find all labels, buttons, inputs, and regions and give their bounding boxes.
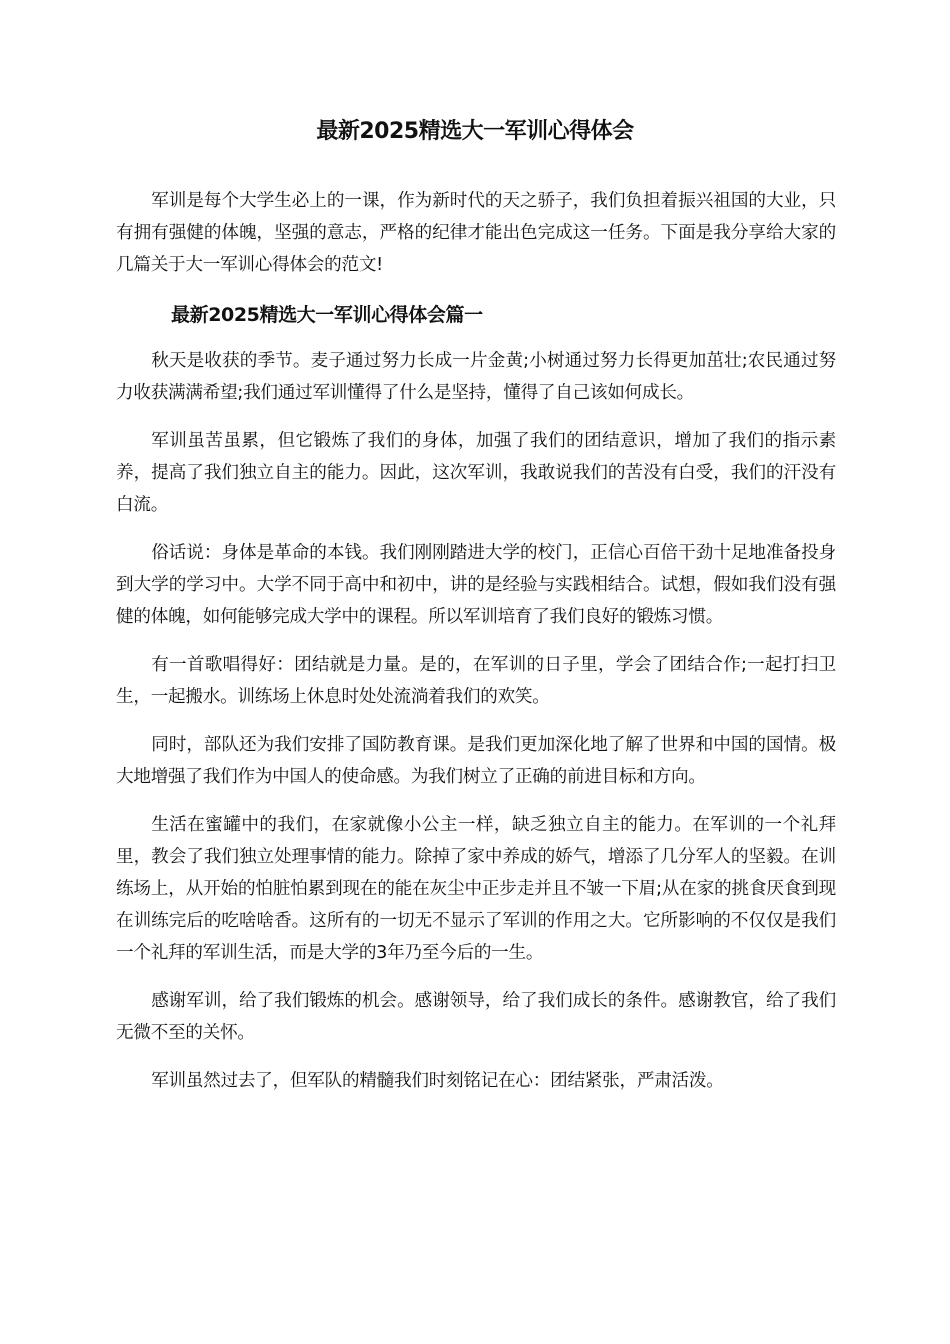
body-paragraph-5: 同时，部队还为我们安排了国防教育课。是我们更加深化地了解了世界和中国的国情。极大地增强了我们作为中国人的使命感。为我们树立了正确的前进目标和方向。 [116, 735, 836, 787]
document-body [116, 185, 836, 1113]
body-paragraph-7: 感谢军训，给了我们锻炼的机会。感谢领导，给了我们成长的条件。感谢教官，给了我们无微不至的关怀。 [116, 991, 836, 1043]
body-paragraph-8: 军训虽然过去了，但军队的精髓我们时刻铭记在心：团结紧张，严肃活泼。 [151, 1071, 724, 1091]
document-title: 最新2025精选大一军训心得体会 [316, 119, 634, 144]
body-paragraph-6: 生活在蜜罐中的我们，在家就像小公主一样，缺乏独立自主的能力。在军训的一个礼拜里，教会了我们独立处理事情的能力。除掉了家中养成的娇气，增添了几分军人的坚毅。在训练场上，从开始的怕脏怕累到现在的能在灰尘中正步走并且不皱一下眉;从在家的挑食厌食到现在训练完后的吃啥啥香。这所有的一切无不显示了军训的作用之大。它所影响的不仅仅是我们一个礼拜的军训生活，而是大学的3年乃至今后的一生。 [116, 815, 836, 963]
intro-paragraph: 军训是每个大学生必上的一课，作为新时代的天之骄子，我们负担着振兴祖国的大业，只有拥有强健的体魄，坚强的意志，严格的纪律才能出色完成这一任务。下面是我分享给大家的几篇关于大一军训心得体会的范文! [116, 191, 836, 275]
body-paragraph-1: 秋天是收获的季节。麦子通过努力长成一片金黄;小树通过努力长得更加茁壮;农民通过努力收获满满希望;我们通过军训懂得了什么是坚持，懂得了自己该如何成长。 [116, 351, 836, 403]
body-paragraph-2: 军训虽苦虽累，但它锻炼了我们的身体，加强了我们的团结意识，增加了我们的指示素养，提高了我们独立自主的能力。因此，这次军训，我敢说我们的苦没有白受，我们的汗没有白流。 [116, 431, 836, 515]
body-paragraph-4: 有一首歌唱得好：团结就是力量。是的，在军训的日子里，学会了团结合作;一起打扫卫生，一起搬水。训练场上休息时处处流淌着我们的欢笑。 [116, 655, 836, 707]
body-paragraph-3: 俗话说：身体是革命的本钱。我们刚刚踏进大学的校门，正信心百倍干劲十足地准备投身到大学的学习中。大学不同于高中和初中，讲的是经验与实践相结合。试想，假如我们没有强健的体魄，如何能够完成大学中的课程。所以军训培育了我们良好的锻炼习惯。 [116, 543, 836, 627]
section-heading: 最新2025精选大一军训心得体会篇一 [171, 304, 483, 326]
